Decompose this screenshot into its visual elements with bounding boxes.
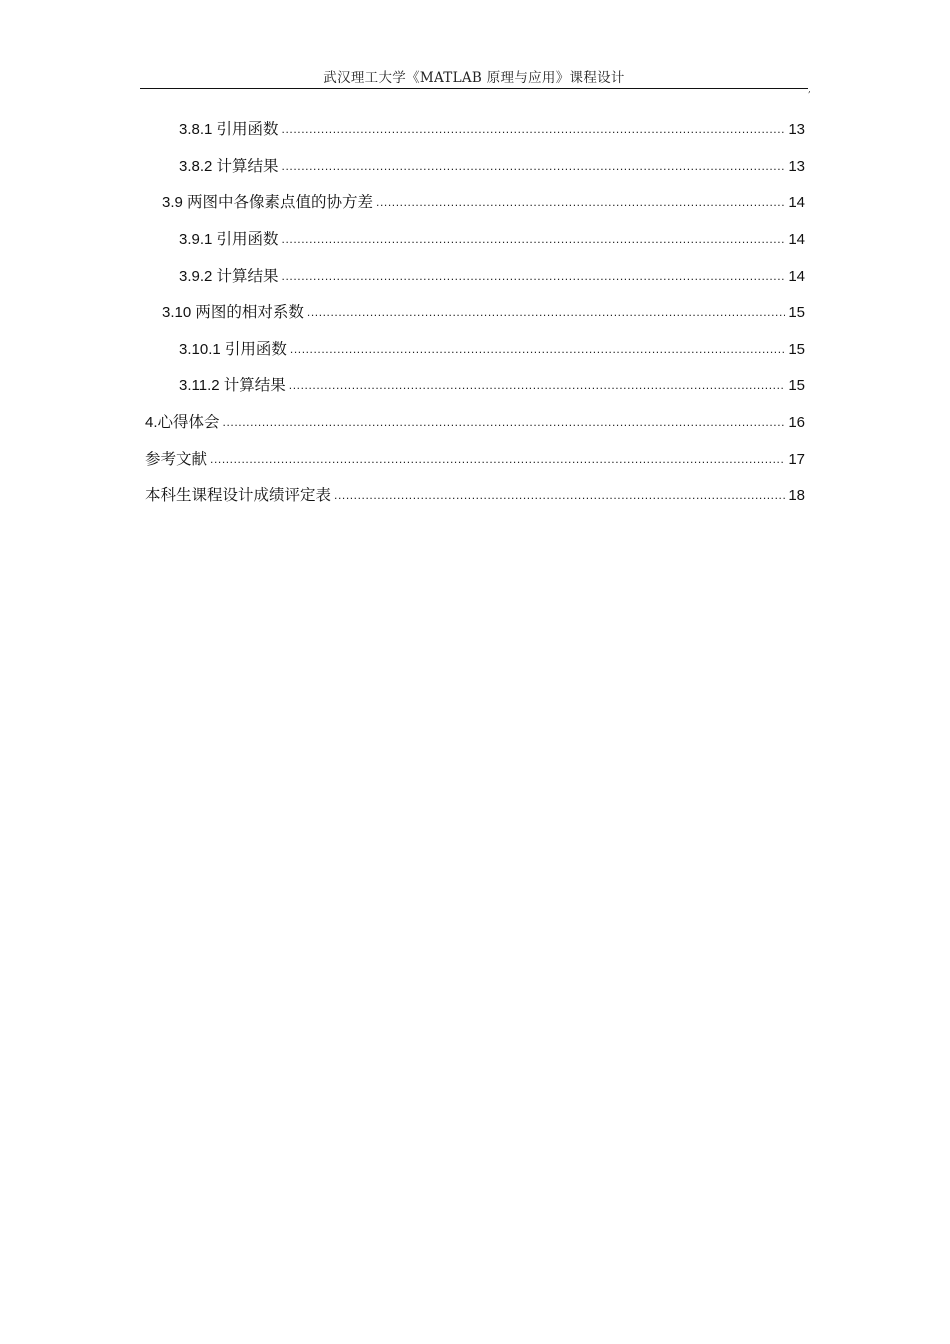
toc-leader-dots <box>290 337 785 361</box>
toc-entry[interactable] <box>145 410 805 434</box>
toc-entry[interactable] <box>179 373 805 397</box>
toc-leader-dots <box>289 373 786 397</box>
toc-page-number: 13 <box>788 121 805 138</box>
toc-entry[interactable] <box>179 264 805 288</box>
toc-entry[interactable] <box>145 483 805 507</box>
toc-entry[interactable] <box>162 300 805 324</box>
toc-entry[interactable] <box>162 190 805 214</box>
toc-entry-number: 3.10 <box>162 304 196 321</box>
toc-page-number: 14 <box>788 194 805 211</box>
header-tick-mark: , <box>808 85 811 95</box>
toc-entry-number: 3.9 <box>162 194 188 211</box>
toc-leader-dots <box>210 447 785 471</box>
page-header: 武汉理工大学《MATLAB 原理与应用》课程设计 <box>323 70 625 86</box>
toc-entry-title: 计算结果 <box>216 157 279 175</box>
toc-page-number: 13 <box>788 158 805 175</box>
toc-entry-title: 参考文献 <box>145 450 208 468</box>
toc-leader-dots <box>376 190 785 214</box>
toc-entry-title: 引用函数 <box>216 230 279 248</box>
toc-page-number: 17 <box>788 451 805 468</box>
toc-leader-dots <box>282 154 786 178</box>
toc-page-number: 14 <box>788 268 805 285</box>
toc-entry-title: 心得体会 <box>157 413 220 431</box>
toc-entry-title: 本科生课程设计成绩评定表 <box>145 486 332 504</box>
toc-entry-number: 3.11.2 <box>179 377 224 394</box>
toc-entry-title: 计算结果 <box>223 376 286 394</box>
toc-page-number: 14 <box>788 231 805 248</box>
toc-leader-dots <box>282 227 786 251</box>
toc-leader-dots <box>282 264 786 288</box>
toc-entry[interactable] <box>179 154 805 178</box>
toc-leader-dots <box>282 117 786 141</box>
toc-entry[interactable] <box>145 447 805 471</box>
toc-leader-dots <box>307 300 785 324</box>
toc-entry-title: 两图中各像素点值的协方差 <box>187 193 374 211</box>
toc-entry-number: 3.10.1 <box>179 341 225 358</box>
toc-entry[interactable] <box>179 117 805 141</box>
toc-entry-number: 3.9.2 <box>179 268 217 285</box>
toc-entry-number: 3.9.1 <box>179 231 217 248</box>
toc-entry-number: 3.8.1 <box>179 121 217 138</box>
toc-entry-title: 引用函数 <box>224 340 287 358</box>
toc-entry[interactable] <box>179 337 805 361</box>
toc-page-number: 15 <box>788 341 805 358</box>
toc-page-number: 18 <box>788 487 805 504</box>
toc-entry-number: 4. <box>145 414 158 431</box>
toc-entry-number: 3.8.2 <box>179 158 217 175</box>
toc-page-number: 16 <box>788 414 805 431</box>
toc-page-number: 15 <box>788 377 805 394</box>
toc-page-number: 15 <box>788 304 805 321</box>
toc-entry-title: 计算结果 <box>216 267 279 285</box>
toc-entry-title: 两图的相对系数 <box>195 303 304 321</box>
toc-leader-dots <box>223 410 786 434</box>
toc-leader-dots <box>334 483 785 507</box>
toc-entry[interactable] <box>179 227 805 251</box>
toc-entry-title: 引用函数 <box>216 120 279 138</box>
